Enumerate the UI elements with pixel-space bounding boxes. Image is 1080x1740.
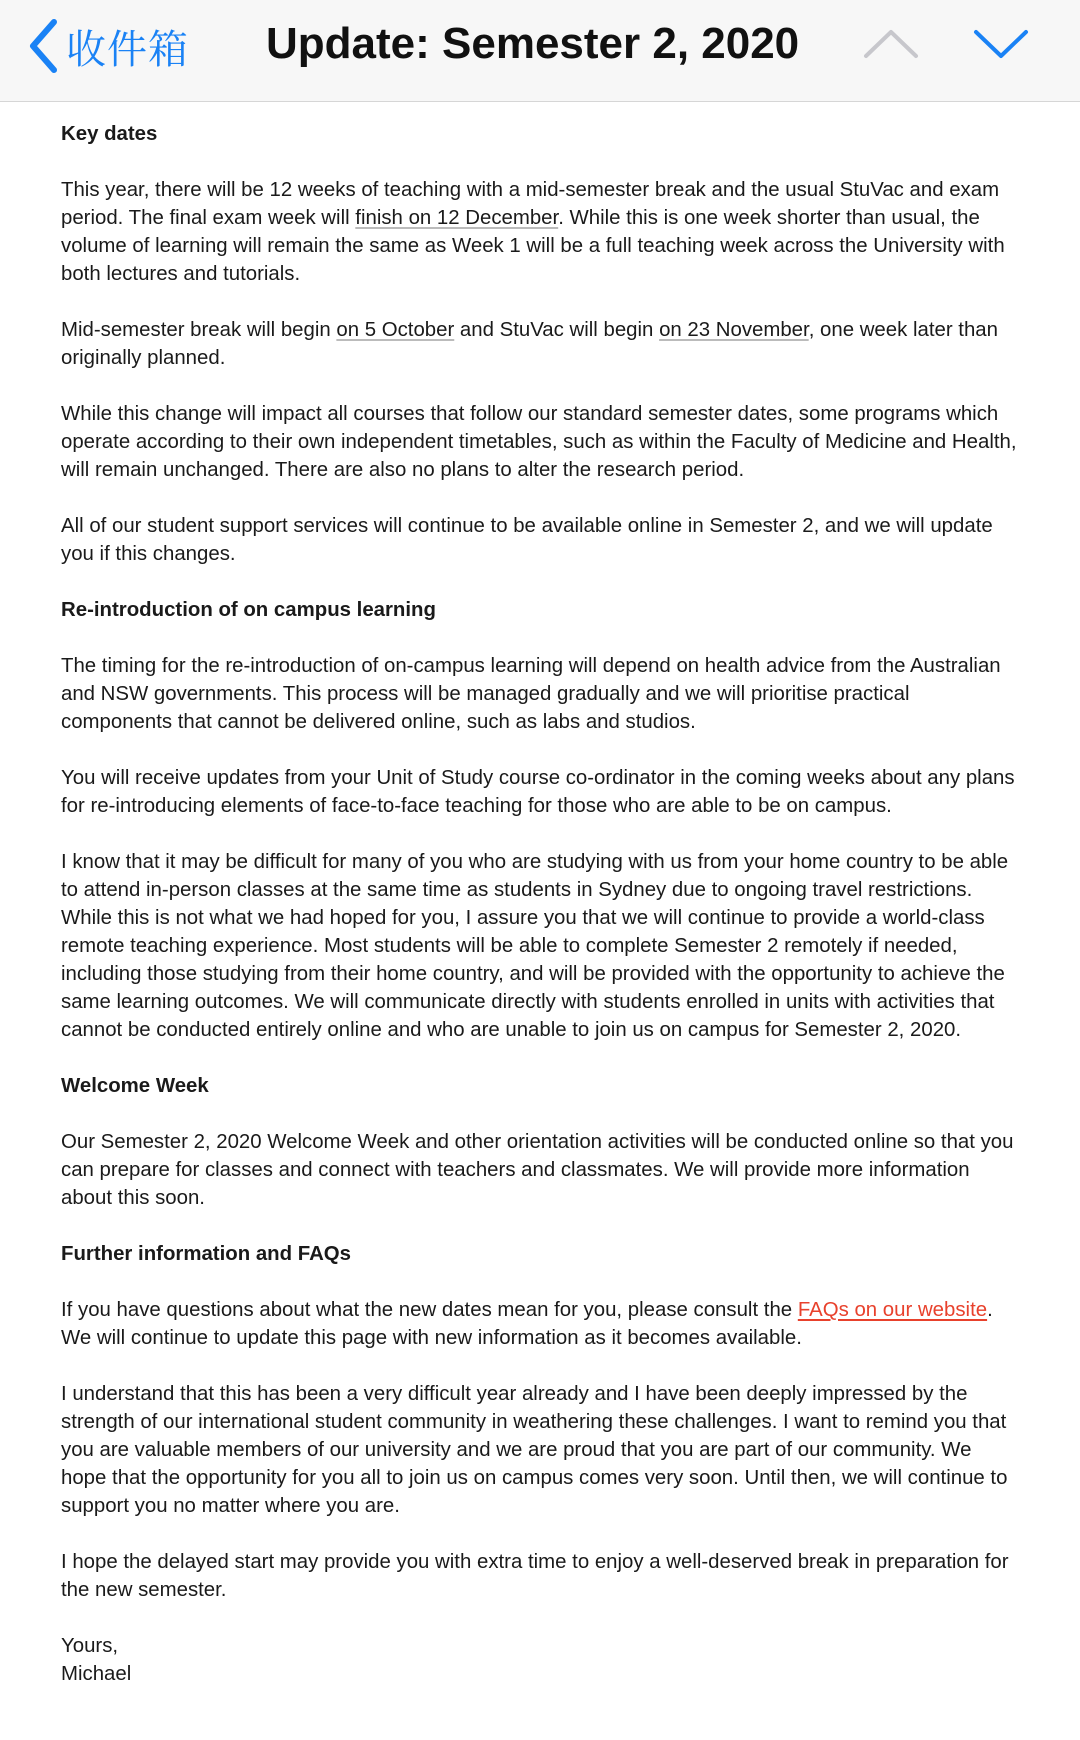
text-run: and StuVac will begin — [454, 319, 660, 341]
back-button-label: 收件箱 — [66, 26, 189, 73]
text-run: Mid-semester break will begin — [61, 319, 337, 341]
text-run: . We will continue to update this page with new information as it becomes available. — [61, 1299, 993, 1349]
back-to-inbox-button[interactable] — [28, 16, 189, 76]
paragraph-closing-break: I hope the delayed start may provide you with extra time to enjoy a well-deserved break in preparation for the new semester. — [61, 1551, 1009, 1601]
date-detected-break[interactable]: on 5 October — [336, 319, 455, 341]
paragraph-teaching-weeks — [61, 176, 1021, 288]
text-run: This year, there will be 12 weeks of teaching with a mid-semester break and the usual StuVac and exam period. The final exam week will — [61, 179, 1000, 229]
chevron-up-icon — [862, 49, 920, 66]
chevron-left-icon — [28, 18, 58, 74]
next-email-button[interactable] — [972, 26, 1030, 67]
text-run: , one week later than originally planned. — [61, 319, 998, 369]
paragraph-campus-timing: The timing for the re-introduction of on-campus learning will depend on health advice from the Australian and NSW governments. This process will be managed gradually and we will prioritise practical components that cannot be delivered online, such as labs and studios. — [61, 655, 1001, 733]
paragraph-welcome-week: Our Semester 2, 2020 Welcome Week and other orientation activities will be conducted online so that you can prepare for classes and connect with teachers and classmates. We will provide more information about this soon. — [61, 1131, 1014, 1209]
sender-name: Michael — [61, 1663, 132, 1685]
text-run: . While this is one week shorter than usual, the volume of learning will remain the same as Week 1 will be a full teaching week across the University with both lectures and tutorials. — [61, 207, 1005, 285]
previous-email-button[interactable] — [862, 26, 920, 67]
paragraph-course-coordinator: You will receive updates from your Unit of Study course co-ordinator in the coming weeks about any plans for re-introducing elements of face-to-face teaching for those who are able to be on campus. — [61, 767, 1015, 817]
date-detected-stuvac[interactable]: on 23 November — [659, 319, 809, 341]
paragraph-support-services: All of our student support services will continue to be available online in Semester 2, and we will update you if this changes. — [61, 515, 993, 565]
email-subject-title: Update: Semester 2, 2020 — [266, 19, 800, 68]
paragraph-remote-teaching: I know that it may be difficult for many of you who are studying with us from your home country to be able to attend in-person classes at the same time as students in Sydney due to ongoing travel restrictions. While this is not what we had hoped for you, I assure you that we will continue to provide a world-class remote teaching experience. Most students will be able to complete Semester 2 remotely if needed, including those studying from their home country, and will be provided with the opportunity to achieve the same learning outcomes. We will communicate directly with students enrolled in units with activities that cannot be conducted entirely online and who are unable to join us on campus for Semester 2, 2020. — [61, 851, 1009, 1041]
section-heading-faqs: Further information and FAQs — [61, 1243, 352, 1265]
email-body — [61, 120, 1021, 1688]
date-detected-finish[interactable]: finish on 12 December — [355, 207, 559, 229]
email-header-bar — [0, 0, 1080, 102]
paragraph-mid-semester-break — [61, 316, 1021, 372]
paragraph-faqs — [61, 1296, 1021, 1352]
signoff-line: Yours, — [61, 1635, 119, 1657]
section-heading-campus-learning: Re-introduction of on campus learning — [61, 599, 436, 621]
faqs-website-link[interactable]: FAQs on our website — [797, 1299, 988, 1321]
section-heading-key-dates: Key dates — [61, 123, 158, 145]
chevron-down-icon — [972, 49, 1030, 66]
paragraph-closing-community: I understand that this has been a very difficult year already and I have been deeply impressed by the strength of our international student community in weathering these challenges. I want to remind you that you are valuable members of our university and we are proud that you are part of our community. We hope that the opportunity for you all to join us on campus comes very soon. Until then, we will continue to support you no matter where you are. — [61, 1383, 1008, 1517]
paragraph-course-impact: While this change will impact all courses that follow our standard semester dates, some programs which operate according to their own independent timetables, such as within the Faculty of Medicine and Health, will remain unchanged. There are also no plans to alter the research period. — [61, 403, 1017, 481]
text-run: If you have questions about what the new dates mean for you, please consult the — [61, 1299, 798, 1321]
section-heading-welcome-week: Welcome Week — [61, 1075, 209, 1097]
